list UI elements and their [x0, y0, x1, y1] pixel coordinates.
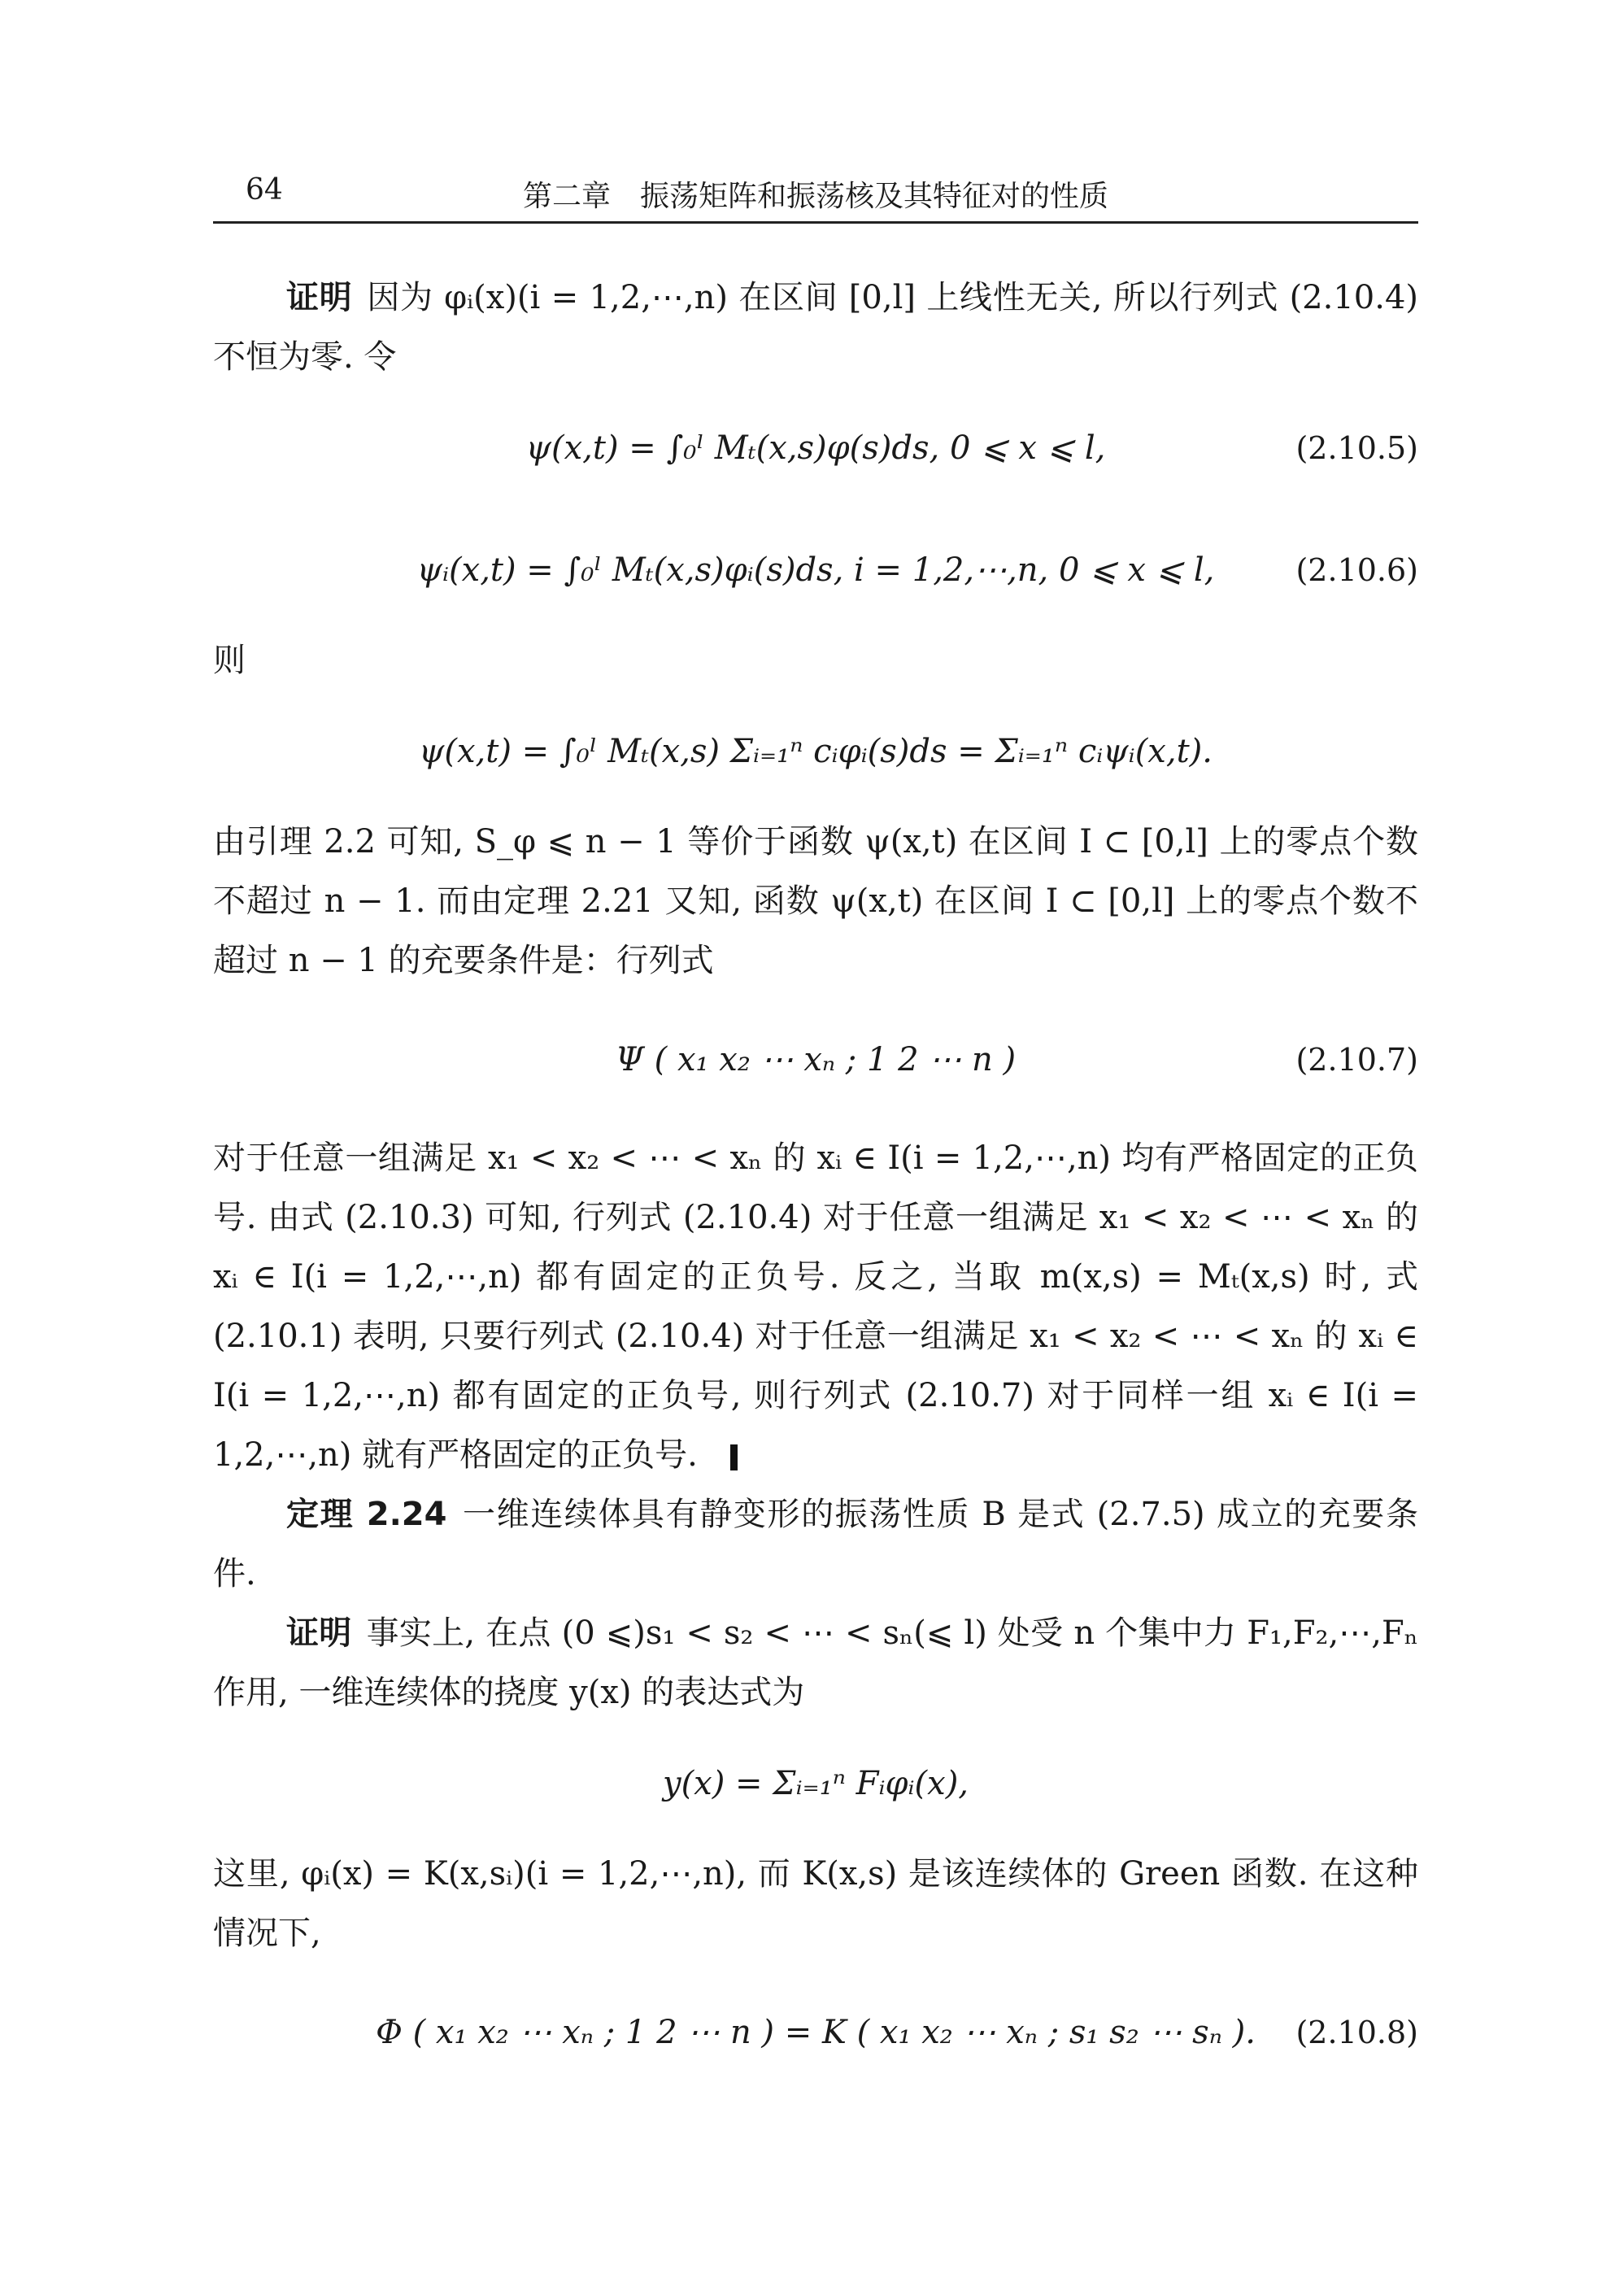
equation-body: ψ(x,t) = ∫₀ˡ Mₜ(x,s) Σᵢ₌₁ⁿ cᵢφᵢ(s)ds = Σᵢ₌₁ⁿ cᵢψᵢ(x,t).	[419, 733, 1213, 770]
page-header	[213, 167, 1418, 216]
then-line: 则	[213, 642, 246, 679]
paragraph-lemma: 由引理 2.2 可知, S_φ ⩽ n − 1 等价于函数 ψ(x,t) 在区间 I ⊂ [0,l] 上的零点个数不超过 n − 1. 而由定理 2.21 又知, 函数 ψ(x,t) 在区间 I ⊂ [0,l] 上的零点个数不超过 n − 1 的充要条件是：行列式	[213, 823, 1418, 979]
proof-text: 因为 φᵢ(x)(i = 1,2,⋯,n) 在区间 [0,l] 上线性无关, 所以行列式 (2.10.4) 不恒为零. 令	[213, 279, 1419, 376]
proof-keyword: 证明	[286, 279, 353, 316]
equation-number: (2.10.8)	[1295, 2015, 1418, 2050]
page-number: 64	[246, 173, 283, 207]
equation-body: ψ(x,t) = ∫₀ˡ Mₜ(x,s)φ(s)ds, 0 ⩽ x ⩽ l,	[525, 429, 1106, 467]
proof-paragraph-1	[213, 268, 1418, 387]
equation-2-10-6	[213, 509, 1418, 631]
proof-paragraph-2	[213, 1604, 1418, 1723]
theorem-2-24	[213, 1485, 1418, 1604]
paragraph-sign	[213, 1129, 1418, 1485]
proof-text: 事实上, 在点 (0 ⩽)s₁ < s₂ < ⋯ < sₙ(⩽ l) 处受 n 个集中力 F₁,F₂,⋯,Fₙ 作用, 一维连续体的挠度 y(x) 的表达式为	[213, 1614, 1419, 1711]
equation-body: y(x) = Σᵢ₌₁ⁿ Fᵢφᵢ(x),	[662, 1765, 969, 1802]
page-body	[213, 268, 1418, 2102]
qed-mark	[730, 1444, 738, 1470]
equation-2-10-7	[213, 991, 1418, 1129]
equation-number: (2.10.7)	[1295, 1042, 1418, 1078]
equation-deflection	[213, 1723, 1418, 1845]
equation-body: Ψ ( x₁ x₂ ⋯ xₙ ; 1 2 ⋯ n )	[615, 1041, 1017, 1078]
equation-number: (2.10.6)	[1295, 552, 1418, 588]
equation-number: (2.10.5)	[1295, 430, 1418, 466]
header-rule	[213, 221, 1418, 224]
paragraph-green: 这里, φᵢ(x) = K(x,sᵢ)(i = 1,2,⋯,n), 而 K(x,s) 是该连续体的 Green 函数. 在这种情况下,	[213, 1855, 1418, 1952]
theorem-text: 一维连续体具有静变形的振荡性质 B 是式 (2.7.5) 成立的充要条件.	[213, 1496, 1418, 1592]
equation-2-10-8	[213, 1963, 1418, 2102]
proof-keyword: 证明	[286, 1614, 352, 1652]
equation-sum	[213, 691, 1418, 813]
running-title: 第二章 振荡矩阵和振荡核及其特征对的性质	[522, 180, 1108, 213]
paragraph-text: 对于任意一组满足 x₁ < x₂ < ⋯ < xₙ 的 xᵢ ∈ I(i = 1,2,⋯,n) 均有严格固定的正负号. 由式 (2.10.3) 可知, 行列式 (2.10.4) 对于任意一组满足 x₁ < x₂ < ⋯ < xₙ 的 xᵢ ∈ I(i = 1,2,⋯,n) 都有固定的正负号. 反之, 当取 m(x,s) = Mₜ(x,s) 时, 式 (2.10.1) 表明, 只要行列式 (2.10.4) 对于任意一组满足 x₁ < x₂ < ⋯ < xₙ 的 xᵢ ∈ I(i = 1,2,⋯,n) 都有固定的正负号, 则行列式 (2.10.7) 对于同样一组 xᵢ ∈ I(i = 1,2,⋯,n) 就有严格固定的正负号.	[213, 1139, 1418, 1474]
equation-2-10-5	[213, 387, 1418, 509]
equation-body: Φ ( x₁ x₂ ⋯ xₙ ; 1 2 ⋯ n ) = K ( x₁ x₂ ⋯ xₙ ; s₁ s₂ ⋯ sₙ ).	[376, 2014, 1256, 2051]
equation-body: ψᵢ(x,t) = ∫₀ˡ Mₜ(x,s)φᵢ(s)ds, i = 1,2,⋯,n, 0 ⩽ x ⩽ l,	[416, 551, 1215, 589]
theorem-keyword: 定理 2.24	[286, 1496, 447, 1533]
